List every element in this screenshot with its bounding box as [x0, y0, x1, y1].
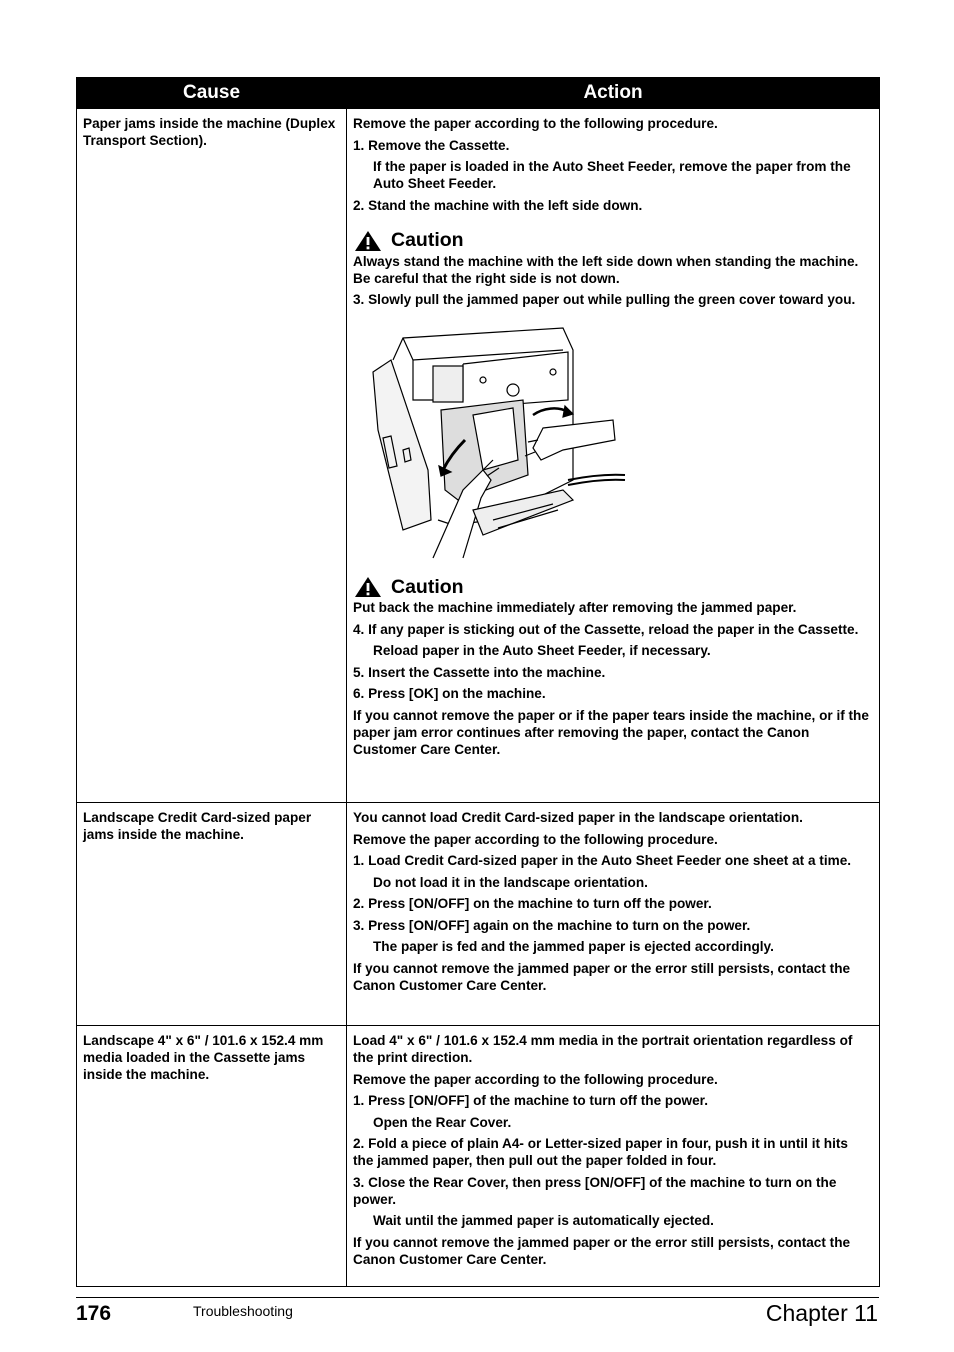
step-text: 4. If any paper is sticking out of the Cassette, reload the paper in the Cassette. [353, 621, 859, 637]
info-text: You cannot load Credit Card-sized paper in the landscape orientation. [353, 810, 803, 825]
table-row [77, 803, 880, 1026]
printer-jam-illustration [363, 320, 633, 560]
footer-divider [76, 1297, 879, 1298]
action-cell [347, 109, 880, 803]
caution-title: Caution [391, 229, 464, 251]
step-note: If the paper is loaded in the Auto Sheet Feeder, remove the paper from the Auto Sheet Feeder. [373, 159, 851, 191]
caution-title: Caution [391, 575, 464, 598]
closing-text: If you cannot remove the paper or if the paper tears inside the machine, or if the paper jam error continues after removing the paper, contact the Canon Customer Care Center. [353, 707, 869, 757]
warning-triangle-icon [353, 576, 383, 598]
cause-text: Paper jams inside the machine (Duplex Transport Section). [83, 116, 336, 148]
step-text: 2. Press [ON/OFF] on the machine to turn off the power. [353, 896, 712, 911]
step-note: The paper is fed and the jammed paper is ejected accordingly. [373, 939, 774, 954]
step-text: 1. Press [ON/OFF] of the machine to turn off the power. [353, 1093, 708, 1108]
caution-heading [353, 576, 871, 598]
intro-text: Remove the paper according to the following procedure. [353, 116, 718, 131]
cause-cell [77, 803, 347, 1026]
step-text: 3. Close the Rear Cover, then press [ON/OFF] of the machine to turn on the power. [353, 1174, 837, 1207]
page-number: 176 [76, 1302, 112, 1325]
intro-text: Remove the paper according to the following procedure. [353, 1071, 718, 1087]
step-text: 3. Press [ON/OFF] again on the machine to turn on the power. [353, 917, 751, 933]
action-cell [347, 1026, 880, 1287]
step-text: 2. Stand the machine with the left side down. [353, 197, 643, 213]
step-note: Reload paper in the Auto Sheet Feeder, if necessary. [373, 643, 711, 658]
header-cause: Cause [77, 78, 347, 109]
intro-text: Remove the paper according to the following procedure. [353, 831, 718, 847]
cause-text: Landscape 4" x 6" / 101.6 x 152.4 mm media loaded in the Cassette jams inside the machine. [83, 1033, 324, 1082]
closing-text: If you cannot remove the jammed paper or the error still persists, contact the Canon Customer Care Center. [353, 1234, 851, 1267]
step-text: 1. Load Credit Card-sized paper in the Auto Sheet Feeder one sheet at a time. [353, 853, 852, 868]
closing-text: If you cannot remove the jammed paper or the error still persists, contact the Canon Customer Care Center. [353, 960, 851, 993]
cause-text: Landscape Credit Card-sized paper jams inside the machine. [83, 810, 312, 842]
troubleshooting-table [76, 77, 880, 1287]
cause-cell [77, 1026, 347, 1287]
step-text: 2. Fold a piece of plain A4- or Letter-sized paper in four, push it in until it hits the jammed paper, then pull out the paper folded in four. [353, 1136, 848, 1168]
cause-cell [77, 109, 347, 803]
table-row [77, 109, 880, 803]
step-text: 6. Press [OK] on the machine. [353, 686, 546, 701]
step-note: Do not load it in the landscape orientation. [373, 874, 648, 890]
step-text: 5. Insert the Cassette into the machine. [353, 664, 606, 680]
header-action: Action [347, 78, 880, 109]
caution-heading [353, 230, 871, 252]
step-text: 3. Slowly pull the jammed paper out while pulling the green cover toward you. [353, 292, 856, 307]
caution-text: Put back the machine immediately after removing the jammed paper. [353, 600, 797, 615]
info-text: Load 4" x 6" / 101.6 x 152.4 mm media in the portrait orientation regardless of the print direction. [353, 1033, 853, 1065]
caution-text: Always stand the machine with the left side down when standing the machine. Be careful that the right side is not down. [353, 253, 859, 286]
chapter-label: Chapter 11 [765, 1300, 878, 1326]
warning-triangle-icon [353, 230, 383, 252]
section-name: Troubleshooting [193, 1303, 293, 1319]
step-text: 1. Remove the Cassette. [353, 137, 510, 153]
step-note: Open the Rear Cover. [373, 1114, 512, 1130]
table-header-row [77, 78, 880, 109]
step-note: Wait until the jammed paper is automatically ejected. [373, 1213, 714, 1228]
table-row [77, 1026, 880, 1287]
action-cell [347, 803, 880, 1026]
